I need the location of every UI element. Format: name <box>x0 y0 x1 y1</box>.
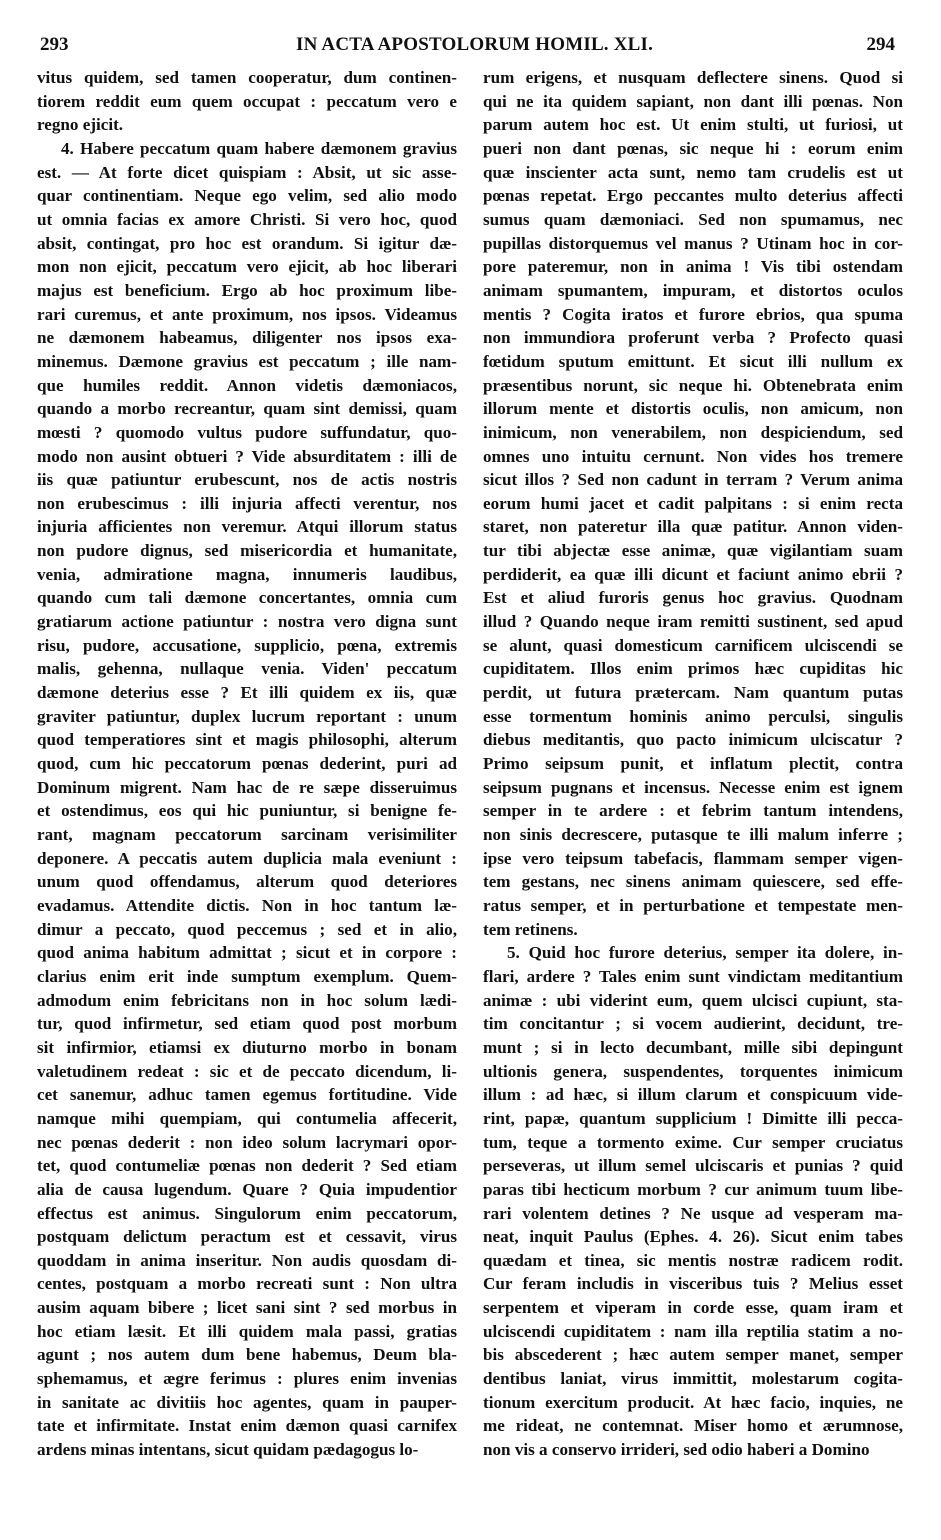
text-line: animæ : ubi viderint eum, quem ulcisci cupiunt, sta- <box>483 990 903 1010</box>
text-line: pore pateremur, non in anima ! Vis tibi ostendam <box>483 257 903 277</box>
text-line: injuria afficientes non veremur. Atqui illorum status <box>37 517 457 537</box>
text-line: quod, cum hic peccatorum pœnas dederint, puri ad <box>37 754 457 774</box>
text-line: ne dæmonem habeamus, diligenter nos ipsos exa- <box>37 328 457 348</box>
running-title: IN ACTA APOSTOLORUM HOMIL. XLI. <box>296 34 654 55</box>
text-line: ipse vero teipsum tabefacis, flammam semper vigen- <box>483 848 903 868</box>
text-line: valetudinem redeat : sic et de peccato dicendum, li- <box>37 1061 457 1081</box>
text-line: dentibus laniat, virus immittit, molestarum cogita- <box>483 1369 903 1389</box>
text-line: malis, gehenna, nullaque venia. Viden' peccatum <box>37 659 457 679</box>
text-line: nec pœnas dederit : non ideo solum lacrymari opor- <box>37 1132 457 1152</box>
text-line: non immundiora proferunt verba ? Profecto quasi <box>483 328 903 348</box>
text-line: tionum exercitum producit. At hæc facio, inquies, ne <box>483 1392 903 1412</box>
text-line: namque mihi quempiam, qui contumelia affecerit, <box>37 1108 457 1128</box>
left-text-column <box>37 66 457 1462</box>
text-line: admodum enim febricitans non in hoc solum lædi- <box>37 990 457 1010</box>
text-line: dimur a peccato, quod peccemus ; sed et in alio, <box>37 919 457 939</box>
right-text-column <box>483 66 903 1462</box>
text-line: quod anima habitum admittat ; sicut et in corpore : <box>37 943 457 963</box>
text-line: evadamus. Attendite dictis. Non in hoc tantum læ- <box>37 895 457 915</box>
text-line: perdit, ut futura prætercam. Nam quantum putas <box>483 683 903 703</box>
text-line: Est et aliud furoris genus hoc gravius. Quodnam <box>483 588 903 608</box>
text-line: tur, quod infirmetur, sed etiam quod post morbum <box>37 1014 457 1034</box>
text-line: rant, magnam peccatorum sarcinam verisimiliter <box>37 825 457 844</box>
page-number-right: 294 <box>866 34 895 55</box>
text-line: perdiderit, ea quæ illi dicunt et faciunt animo ebrii ? <box>483 564 903 584</box>
text-line: animam spumantem, impuram, et distortos oculos <box>483 280 903 300</box>
text-line: ratus semper, et in perturbatione et tempestate men- <box>483 895 903 915</box>
text-line: fœtidum sputum emittunt. Et sicut illi nullum ex <box>483 351 903 371</box>
text-line: clarius enim erit inde sumptum exemplum. Quem- <box>37 966 457 986</box>
text-line: et ostendimus, eos qui hic puniuntur, si benigne fe- <box>37 801 457 821</box>
text-line: rari volentem detines ? Ne usque ad vesperam ma- <box>483 1203 903 1223</box>
page-header <box>34 34 907 58</box>
text-line: quando a morbo recreantur, quam sint demissi, quam <box>37 399 457 419</box>
text-line: 5. Quid hoc furore deterius, semper ita dolere, in- <box>507 943 903 963</box>
text-line: pueri non dant pœnas, sic neque hi : eorum enim <box>483 138 903 158</box>
text-line: quædam et tinea, sic mentis nostræ radicem rodit. <box>483 1250 903 1270</box>
text-line: esse tormentum hominis animo perculsi, singulis <box>483 706 903 726</box>
text-line: vitus quidem, sed tamen cooperatur, dum continen- <box>37 68 457 87</box>
text-line: in sanitate ac divitiis hoc agentes, quam in pauper- <box>37 1392 457 1412</box>
text-line: agunt ; nos autem dum bene habemus, Deum bla- <box>37 1345 457 1365</box>
text-line: majus est beneficium. Ergo ab hoc proximum libe- <box>37 280 457 300</box>
text-line: risu, pudore, accusatione, supplicio, pœna, extremis <box>37 635 457 655</box>
text-line: illorum mente et distortis oculis, non amicum, non <box>483 399 903 419</box>
text-line: illum : ad hæc, si illum clarum et conspicuum vide- <box>483 1085 903 1105</box>
text-line: ultionis genera, suspendentes, torquentes inimicum <box>483 1061 903 1081</box>
text-line: omnes uno intuitu cernunt. Non vides hos tremere <box>483 446 903 466</box>
text-line: quoddam in anima inseritur. Non audis quosdam di- <box>37 1250 457 1270</box>
text-line: pupillas distorquemus vel manus ? Utinam hoc in cor- <box>483 233 903 253</box>
text-line: inimicum, non venerabilem, non despiciendum, sed <box>483 422 903 442</box>
text-line: non erubescimus : illi injuria affecti verentur, nos <box>37 493 457 513</box>
text-line: diebus meditantis, quo pacto inimicum ulciscatur ? <box>483 730 903 750</box>
text-line: paras tibi hecticum morbum ? cur animum tuum libe- <box>483 1179 903 1199</box>
text-line: est. — At forte dicet quispiam : Absit, ut sic asse- <box>37 162 457 182</box>
text-line: quar continentiam. Neque ego velim, sed alio modo <box>37 186 457 206</box>
text-line: unum quod offendamus, alterum quod deteriores <box>37 872 457 892</box>
text-line: semper in te ardere : et febrim tantum intendens, <box>483 801 903 821</box>
text-line: minemus. Dæmone gravius est peccatum ; ille nam- <box>37 351 457 371</box>
text-line: hoc etiam læsit. Et illi quidem mala passi, gratias <box>37 1321 457 1341</box>
text-line: ulciscendi cupiditatem : nam illa reptilia statim a no- <box>483 1321 903 1341</box>
text-line: tet, quod contumeliæ pœnas non dederit ? Sed etiam <box>37 1156 457 1176</box>
text-line: seipsum pugnans et incensus. Necesse enim est ignem <box>483 777 903 797</box>
text-line: rint, papæ, quantum supplicium ! Dimitte illi pecca- <box>483 1108 903 1128</box>
text-line: sumus quam dæmoniaci. Sed non spumamus, nec <box>483 209 903 229</box>
text-line: mentis ? Cogita iratos et furore ebrios, qua spuma <box>483 304 903 324</box>
text-line: tate et infirmitate. Instat enim dæmon quasi carnifex <box>37 1416 457 1436</box>
text-line: centes, postquam a morbo recreati sunt : Non ultra <box>37 1274 457 1294</box>
text-line: tem retinens. <box>483 919 578 939</box>
text-line: rum erigens, et nusquam deflectere sinens. Quod si <box>483 68 903 87</box>
text-line: Cur feram includis in visceribus tuis ? Melius esset <box>483 1274 903 1294</box>
text-line: regno ejicit. <box>37 115 124 135</box>
text-line: illud ? Quando neque iram remitti sustinent, sed apud <box>483 612 903 632</box>
text-line: non sinis decrescere, putasque te illi malum inferre ; <box>483 825 903 844</box>
page-number-left: 293 <box>40 34 69 55</box>
text-line: eorum humi jacet et cadit palpitans : si enim recta <box>483 493 903 513</box>
text-line: 4. Habere peccatum quam habere dæmonem gravius <box>61 138 457 158</box>
text-line: tem gestans, nec sinens animam quiescere, sed effe- <box>483 872 903 892</box>
text-line: bis abscederent ; hæc autem semper manet, semper <box>483 1345 903 1365</box>
text-line: Dominum migrent. Nam hac de re sæpe disseruimus <box>37 777 457 797</box>
text-line: ut omnia facias ex amore Christi. Si vero hoc, quod <box>37 209 457 229</box>
text-line: sicut illos ? Sed non cadunt in terram ? Verum anima <box>483 470 903 490</box>
text-line: ardens minas intentans, sicut quidam pædagogus lo- <box>37 1440 419 1460</box>
text-line: se alunt, quasi domesticum carnificem ulciscendi se <box>483 635 903 655</box>
text-line: graviter patiuntur, duplex lucrum reportant : unum <box>37 706 457 726</box>
text-line: mon non ejicit, peccatum vero ejicit, ab hoc liberari <box>37 257 457 277</box>
text-line: dæmone deterius esse ? Et illi quidem ex iis, quæ <box>37 683 457 703</box>
text-line: venia, admiratione magna, innumeris laudibus, <box>37 564 457 584</box>
text-line: gratiarum actione patiuntur : nostra vero digna sunt <box>37 612 457 632</box>
text-line: deponere. A peccatis autem duplicia mala eveniunt : <box>37 848 457 868</box>
text-line: perseveras, ut illum semel ulciscaris et punias ? quid <box>483 1156 903 1176</box>
text-line: que humiles reddit. Annon videtis dæmoniacos, <box>37 375 457 395</box>
text-line: flari, ardere ? Tales enim sunt vindictam meditantium <box>483 966 903 986</box>
text-line: staret, non pateretur illa quæ patitur. Annon viden- <box>483 517 903 537</box>
text-line: rari curemus, et ante proximum, nos ipsos. Videamus <box>37 304 457 324</box>
text-line: me rideat, ne contemnat. Miser homo et ærumnose, <box>483 1416 903 1436</box>
text-line: tim concitantur ; si vocem audierint, decidunt, tre- <box>483 1014 903 1034</box>
text-line: quando cum tali dæmone concertantes, omnia cum <box>37 588 457 608</box>
text-line: postquam delictum peractum est et cessavit, virus <box>37 1227 457 1247</box>
text-line: tur tibi abjectæ esse animæ, quæ vigilantiam suam <box>483 541 903 561</box>
text-line: sphemamus, et ægre ferimus : plures enim invenias <box>37 1369 457 1389</box>
text-line: ausim aquam bibere ; licet sani sint ? sed morbus in <box>37 1298 457 1318</box>
text-line: effectus est animus. Singulorum enim peccatorum, <box>37 1203 457 1223</box>
text-line: iis quæ patiuntur erubescunt, nos de actis nostris <box>37 470 457 490</box>
text-line: alia de causa lugendum. Quare ? Quia impudentior <box>37 1179 457 1199</box>
text-line: serpentem et viperam in corde esse, quam iram et <box>483 1298 903 1318</box>
text-line: neat, inquit Paulus (Ephes. 4. 26). Sicut enim tabes <box>483 1227 903 1247</box>
text-line: absit, contingat, pro hoc est orandum. Si igitur dæ- <box>37 233 457 253</box>
text-line: qui ne ita quidem sapiant, non dant illi pœnas. Non <box>483 91 903 111</box>
text-line: non vis a conservo irrideri, sed odio haberi a Domino <box>483 1440 870 1460</box>
text-line: quæ inscienter acta sunt, nemo tam crudelis est ut <box>483 162 903 182</box>
text-line: non pudore dignus, sed misericordia et humanitate, <box>37 541 457 561</box>
text-line: munt ; si in lecto decumbant, mille sibi depingunt <box>483 1037 903 1057</box>
text-line: mœsti ? quomodo vultus pudore suffundatur, quo- <box>37 422 457 442</box>
text-line: pœnas repetat. Ergo peccantes multo deterius affecti <box>483 186 903 206</box>
text-line: modo non ausint obtueri ? Vide absurditatem : illi de <box>37 446 457 466</box>
text-line: parum autem hoc est. Ut enim stulti, ut furiosi, ut <box>483 115 903 135</box>
text-line: tiorem reddit eum quem occupat : peccatum vero e <box>37 91 457 111</box>
text-line: quod temperatiores sint et magis philosophi, alterum <box>37 730 457 750</box>
text-line: tum, teque a tormento exime. Cur semper cruciatus <box>483 1132 903 1152</box>
text-line: præsentibus norunt, sic neque hi. Obtenebrata enim <box>483 375 903 395</box>
text-line: cupiditatem. Illos enim primos hæc cupiditas hic <box>483 659 903 679</box>
text-line: sit infirmior, etiamsi ex diuturno morbo in bonam <box>37 1037 457 1057</box>
text-line: cet sanemur, adhuc tamen egemus fortitudine. Vide <box>37 1085 457 1105</box>
text-line: Primo seipsum punit, et inflatum plectit, contra <box>483 754 903 774</box>
